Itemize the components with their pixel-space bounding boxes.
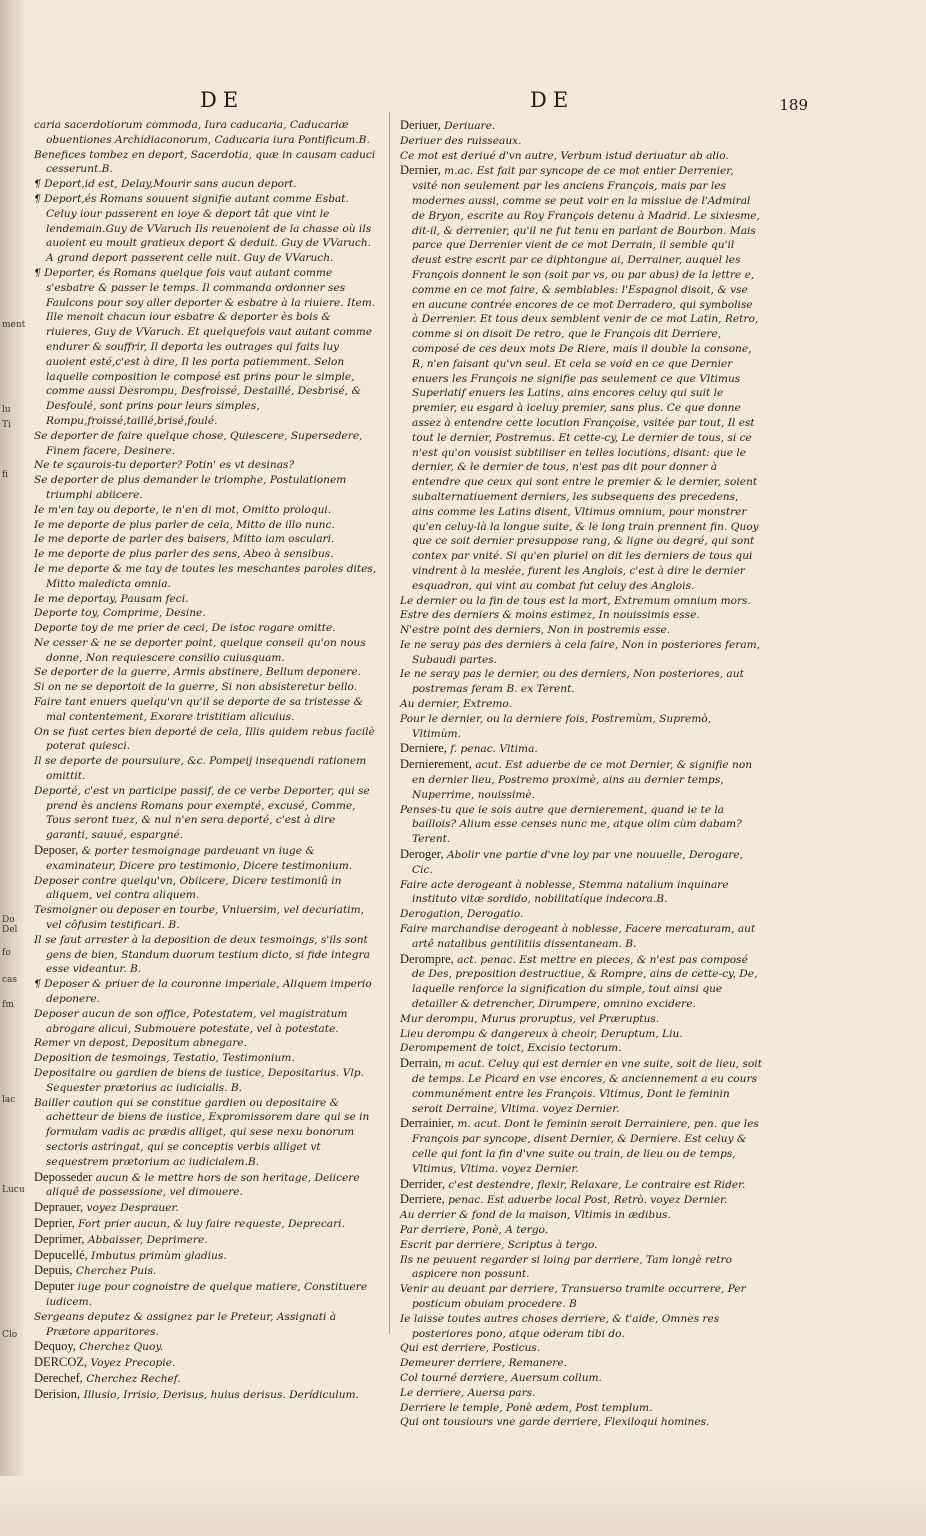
dictionary-entry bbox=[34, 177, 378, 192]
dictionary-entry bbox=[34, 1232, 378, 1248]
dictionary-entry bbox=[34, 754, 378, 784]
dictionary-entry bbox=[34, 933, 378, 977]
entry-headword: Dernierement, bbox=[400, 757, 472, 772]
entry-text: Bailler caution qui se constitue gardien ou depositaire & achetteur de biens de iustice, Expromissorem dare qui se in formulam vadis ac prædis alliget, qui sese nexu bonorum sectoris astringat, qui se conceptis verbis alliget vt sequestrem prætorium ac iudicialem.B. bbox=[34, 1096, 370, 1168]
entry-text: act. penac. Est mettre en pieces, & n'est pas composé de Des, preposition destructiue, & Rompre, ains de cette-cy, De, laquelle renforce la signification du simple, tout ainsi que detailler & detrencher, Dirumpere, omnino excidere. bbox=[412, 953, 758, 1011]
dictionary-entry bbox=[400, 1041, 762, 1056]
entry-text: Demeurer derriere, Remanere. bbox=[400, 1357, 567, 1370]
entry-text: Voyez Precopie. bbox=[90, 1357, 176, 1370]
dictionary-entry bbox=[34, 680, 378, 695]
entry-headword: Derrainier, bbox=[400, 1116, 454, 1131]
entry-text: Imbutus primùm gladius. bbox=[91, 1249, 227, 1262]
dictionary-entry bbox=[400, 1386, 762, 1401]
entry-text: Faire tant enuers quelqu'vn qu'il se deporte de sa tristesse & mal contentement, Exorare tristitiam alicuius. bbox=[34, 696, 364, 723]
dictionary-entry bbox=[34, 665, 378, 680]
entry-text: Ie m'en tay ou deporte, ie n'en di mot, Omitto proloqui. bbox=[34, 503, 332, 516]
entry-text: iuge pour cognoistre de quelque matiere, Constituere iudicem. bbox=[46, 1281, 368, 1308]
entry-text: m acut. Celuy qui est dernier en vne suite, soit de lieu, soit de temps. Le Picard en vse encores, & anciennement a eu cours communément entre les François. Vltimus, Dont le feminin seroit Derraine, Vltima. voyez Dernier. bbox=[412, 1058, 762, 1115]
entry-headword: DERCOZ, bbox=[34, 1355, 88, 1370]
margin-fragment: fo bbox=[2, 948, 11, 958]
dictionary-entry bbox=[34, 266, 378, 429]
dictionary-entry bbox=[34, 874, 378, 904]
entry-text: Lieu derompu & dangereux à cheoir, Deruptum, Liu. bbox=[400, 1027, 683, 1040]
dictionary-entry bbox=[400, 623, 762, 638]
dictionary-entry bbox=[400, 1253, 762, 1283]
entry-text: Ne te sçaurois-tu deporter? Potin' es vt desinas? bbox=[34, 459, 295, 472]
entry-text: Faire acte derogeant à noblesse, Stemma natalium inquinare instituto vitæ sordido, nobilitatíque indecora.B. bbox=[400, 878, 729, 906]
dictionary-entry bbox=[34, 1216, 378, 1232]
dictionary-entry bbox=[400, 757, 762, 802]
entry-headword: Deriuer, bbox=[400, 118, 441, 132]
entry-text: Cherchez Puis. bbox=[75, 1265, 157, 1278]
dictionary-entry bbox=[400, 594, 762, 609]
dictionary-entry bbox=[400, 1415, 762, 1430]
dictionary-entry bbox=[400, 1356, 762, 1371]
dictionary-entry bbox=[400, 149, 762, 164]
entry-text: Pour le dernier, ou la derniere fois, Postremùm, Supremò, Vltimùm. bbox=[400, 712, 712, 740]
entry-text: N'estre point des derniers, Non in postremis esse. bbox=[400, 624, 671, 637]
margin-fragment: Do bbox=[2, 915, 15, 925]
dictionary-entry bbox=[400, 952, 762, 1012]
dictionary-entry bbox=[400, 638, 762, 668]
entry-text: Il se faut arrester à la deposition de deux tesmoings, s'ils sont gens de bien, Standum duorum testium dicto, si fide integra esse videantur. B. bbox=[34, 933, 370, 976]
dictionary-entry bbox=[400, 1223, 762, 1238]
entry-text: Ie laisse toutes autres choses derriere, & t'aide, Omnes res posteriores pono, atque oderam tibi do. bbox=[400, 1312, 720, 1340]
page-number: 189 bbox=[779, 96, 808, 114]
right-column bbox=[400, 118, 762, 1430]
dictionary-entry bbox=[34, 473, 378, 503]
dictionary-entry bbox=[34, 1066, 378, 1096]
dictionary-entry bbox=[400, 1238, 762, 1253]
entry-text: acut. Est aduerbe de ce mot Dernier, & signifie non en dernier lieu, Postremo proximè, ains au dernier temps, Nuperrime, nouissimè. bbox=[412, 759, 753, 801]
page-gutter bbox=[0, 0, 26, 1536]
entry-text: ¶ Deport,id est, Delay,Mourir sans aucun deport. bbox=[34, 178, 297, 191]
entry-headword: Derriere, bbox=[400, 1192, 445, 1207]
dictionary-entry bbox=[34, 1170, 378, 1201]
running-head-left: DE bbox=[200, 88, 245, 112]
dictionary-entry bbox=[34, 695, 378, 725]
entry-text: Fort prier aucun, & luy faire requeste, Deprecari. bbox=[78, 1217, 345, 1230]
margin-fragment: fm bbox=[2, 1000, 14, 1010]
entry-text: Escrit par derriere, Scriptus à tergo. bbox=[400, 1238, 598, 1251]
dictionary-entry bbox=[34, 1096, 378, 1170]
entry-text: Penses-tu que ie sois autre que dernierement, quand ie te la baillois? Alium esse censes nunc me, atque olim cùm dabam? Terent. bbox=[400, 803, 742, 846]
entry-text: Abolir vne partie d'vne loy par vne nouuelle, Derogare, Cic. bbox=[412, 849, 743, 876]
margin-fragment: Ti bbox=[2, 420, 11, 430]
dictionary-entry bbox=[400, 1208, 762, 1223]
entry-text: m.ac. Est fait par syncope de ce mot entier Derrenier, vsité non seulement par les anciens François, mais par les modernes aussi, comme se peut voir en la missiue de l'Admiral de Bryon, escrite au Roy François detenu à Madrid. Le sixiesme, dit-il, & derrenier, qu'il ne fut tenu en parlant de Bourbon. Mais parce que Derrenier vient de ce mot Derrain, il semble qu'il deust estre escrit par ce diphtongue ai, Derrainer, auquel les François donnent le son (soit par vs, ou par abus) de la lettre e, comme en ce mot faire, & semblables: l'Espagnol disoit, & vse en aucune contrée encores de ce mot Derradero, qui symbolise à Derrenier. Et tous deux semblent venir de ce mot Latin, Retro, comme si on disoit De retro, que le François dit Derriere, composé de ces deux mots De Riere, mais il double la consone, R, n'en faisant qu'vn seul. Et cela se void en ce que Dernier enuers les François ne signifie pas seulement ce que Vltimus Superlatif enuers les Latins, ains encores celuy qui suit le premier, eu esgard à iceluy premier, sans plus. Ce que donne assez à entendre cette locution Françoise, vsitée par tout, Il est tout le dernier, Postremus. Et cette-cy, Le dernier de tous, si ce n'est qu'on vousist subtiliser en telles locutions, disant: que le dernier, & le dernier de tous, n'est pas dit pour donner à entendre que ceux qui sont entre le premier & le dernier, soient subalternatiuement derniers, les subsequens des precedens, ains comme les Latins disent, Vltimus omnium, pour monstrer qu'en celuy-là la longue suite, & le long train prennent fin. Quoy que ce soit dernier presuppose rang, & ligne ou degré, qui sont contex par vnité. Si qu'en pluriel on dit les derniers de tous qui vindrent à la meslée, furent les Anglois, c'est à dire le dernier esquadron, qui vint au combat fut celuy des Anglois. bbox=[412, 165, 760, 592]
dictionary-entry bbox=[400, 922, 762, 952]
entry-text: On se fust certes bien deporté de cela, Illis quidem rebus facilè poterat quiesci. bbox=[34, 725, 375, 753]
dictionary-entry bbox=[34, 148, 378, 178]
entry-headword: Dernier, bbox=[400, 163, 441, 178]
dictionary-entry bbox=[34, 547, 378, 562]
entry-headword: Derision, bbox=[34, 1386, 81, 1401]
entry-headword: Derompre, bbox=[400, 951, 454, 966]
entry-text: Tesmoigner ou deposer en tourbe, Vniuersim, vel decuriatim, vel côfusim testificari. B. bbox=[34, 904, 365, 932]
entry-headword: Deposseder bbox=[34, 1169, 93, 1184]
dictionary-entry bbox=[34, 532, 378, 547]
entry-text: Ie me deporte de parler des baisers, Mitto iam osculari. bbox=[34, 533, 335, 546]
margin-fragment: Clo bbox=[2, 1330, 18, 1340]
entry-text: Deporte toy de me prier de ceci, De istoc rogare omitte. bbox=[34, 622, 336, 635]
dictionary-entry bbox=[400, 803, 762, 847]
entry-headword: Deprimer, bbox=[34, 1231, 85, 1246]
dictionary-entry bbox=[34, 1371, 378, 1387]
entry-text: c'est destendre, flexir, Relaxare, Le contraire est Rider. bbox=[448, 1178, 746, 1191]
entry-headword: Deprier, bbox=[34, 1215, 75, 1230]
margin-fragment: Del bbox=[2, 925, 18, 935]
entry-text: f. penac. Vltima. bbox=[450, 743, 538, 756]
dictionary-entry bbox=[400, 163, 762, 593]
dictionary-entry bbox=[400, 1192, 762, 1208]
entry-text: Remer vn depost, Depositum abnegare. bbox=[34, 1037, 248, 1050]
entry-text: ¶ Deposer & priuer de la couronne imperiale, Aliquem imperio deponere. bbox=[34, 978, 372, 1006]
entry-text: Deporte toy, Comprime, Desine. bbox=[34, 607, 206, 620]
dictionary-entry bbox=[400, 1027, 762, 1042]
entry-headword: Deprauer, bbox=[34, 1200, 84, 1215]
entry-text: Depositaire ou gardien de biens de iustice, Depositarius. Vlp. Sequester prætorius ac iudicialis. B. bbox=[34, 1067, 364, 1094]
entry-text: Ie ne seray pas des derniers à cela faire, Non in posteriores feram, Subaudi partes. bbox=[400, 638, 761, 666]
entry-text: Derogation, Derogatio. bbox=[400, 908, 524, 921]
entry-text: caria sacerdotiorum commoda, Iura caducaria, Caducariæ obuentiones Archidiaconorum, Caducaria iura Pontificum.B. bbox=[34, 119, 370, 146]
dictionary-entry bbox=[34, 725, 378, 755]
entry-text: aucun & le mettre hors de son heritage, Deiicere aliquê de possessione, vel dimouere. bbox=[46, 1171, 360, 1199]
entry-text: ¶ Deporter, és Romans quelque fois vaut autant comme s'esbatre & passer le temps. Il commanda ordonner ses Faulcons pour soy aller deporter & esbatre à la riuiere. Item. Ille menoit chacun iour esbatre & deporter ès bois & riuieres, Guy de VVaruch. Et quelquefois vaut autant comme endurer & souffrir, Il deporta les outrages qui faits luy auoient esté,c'est à dire, Il les porta patiemment. Selon laquelle composition le composé est prins pour le simple, comme aussi Desrompu, Desfroissé, Destaillé, Desbrisé, & Desfoulé, sont prins pour leurs simples, Rompu,froissé,taillé,brisé,foulé. bbox=[34, 266, 376, 427]
dictionary-entry bbox=[34, 977, 378, 1007]
entry-text: Se deporter de la guerre, Armis abstinere, Bellum deponere. bbox=[34, 666, 361, 679]
dictionary-entry bbox=[400, 1312, 762, 1342]
entry-headword: Deputer bbox=[34, 1279, 75, 1294]
entry-text: Deposer contre quelqu'vn, Obiicere, Dicere testimoniû in aliquem, vel contra aliquem. bbox=[34, 874, 342, 902]
margin-fragment: cas bbox=[2, 975, 18, 985]
entry-text: Col tourné derriere, Auersum collum. bbox=[400, 1371, 602, 1384]
dictionary-entry bbox=[400, 847, 762, 878]
entry-text: Ne cesser & ne se deporter point, quelque conseil qu'on nous donne, Non requiescere consilio cuiusquam. bbox=[34, 636, 366, 664]
entry-text: voyez Desprauer. bbox=[86, 1202, 179, 1215]
entry-text: Il se deporte de poursuiure, &c. Pompeij insequendi rationem omittit. bbox=[34, 755, 367, 783]
running-head-right: DE bbox=[530, 88, 575, 112]
entry-text: penac. Est aduerbe local Post, Retrò. voyez Dernier. bbox=[448, 1194, 728, 1207]
page-bottom-margin bbox=[0, 1476, 926, 1536]
entry-text: Ils ne peuuent regarder si loing par derriere, Tam longè retro aspicere non possunt. bbox=[400, 1253, 732, 1281]
entry-text: Deriuer des ruisseaux. bbox=[400, 134, 522, 147]
dictionary-entry bbox=[400, 1341, 762, 1356]
entry-text: Cherchez Quoy. bbox=[79, 1341, 164, 1354]
dictionary-entry bbox=[34, 592, 378, 607]
dictionary-entry bbox=[400, 1116, 762, 1176]
dictionary-entry bbox=[34, 1200, 378, 1216]
entry-text: Ie ne seray pas le dernier, ou des derniers, Non posteriores, aut postremas feram B. ex Terent. bbox=[400, 668, 744, 696]
margin-fragment: Lucu bbox=[2, 1185, 25, 1195]
entry-text: Ie me deporte & me tay de toutes les meschantes paroles dites, Mitto maledicta omnia. bbox=[34, 562, 377, 590]
dictionary-entry bbox=[400, 1371, 762, 1386]
dictionary-entry bbox=[400, 608, 762, 623]
dictionary-entry bbox=[34, 1355, 378, 1371]
entry-text: Estre des derniers & moins estimez, In nouissimis esse. bbox=[400, 609, 700, 622]
entry-text: Illusio, Irrisio, Derisus, huius derisus. Derídiculum. bbox=[83, 1388, 359, 1401]
margin-fragment: lu bbox=[2, 405, 11, 415]
dictionary-entry bbox=[34, 784, 378, 843]
dictionary-entry bbox=[34, 621, 378, 636]
entry-headword: Deroger, bbox=[400, 847, 444, 862]
entry-text: Deposition de tesmoings, Testatio, Testimonium. bbox=[34, 1052, 295, 1065]
dictionary-entry bbox=[34, 606, 378, 621]
dictionary-entry bbox=[34, 903, 378, 933]
dictionary-entry bbox=[34, 1007, 378, 1037]
margin-fragment: fi bbox=[2, 470, 9, 480]
entry-text: Benefices tombez en deport, Sacerdotia, quæ in causam caduci cesserunt.B. bbox=[34, 148, 376, 176]
entry-text: m. acut. Dont le feminin seroit Derrainiere, pen. que les François par syncope, disent Dernier, & Derniere. Est celuy & celle qui font la fin d'vne suite ou train, de lieu ou de temps, Vltimus, Vltima. voyez Dernier. bbox=[412, 1118, 759, 1175]
dictionary-entry bbox=[34, 1310, 378, 1340]
dictionary-entry bbox=[34, 843, 378, 874]
entry-text: Qui ont tousiours vne garde derriere, Flexiloqui homines. bbox=[400, 1416, 710, 1429]
entry-headword: Derniere, bbox=[400, 741, 447, 756]
dictionary-entry bbox=[400, 667, 762, 697]
entry-headword: Depucellé, bbox=[34, 1247, 88, 1262]
entry-headword: Deposer, bbox=[34, 843, 79, 858]
entry-headword: Derechef, bbox=[34, 1370, 83, 1385]
entry-text: Sergeans deputez & assignez par le Preteur, Assignati à Prætore apparitores. bbox=[34, 1310, 337, 1338]
entry-text: Cherchez Rechef. bbox=[86, 1372, 181, 1385]
entry-text: Le derriere, Auersa pars. bbox=[400, 1386, 536, 1399]
entry-text: Faire marchandise derogeant à noblesse, Facere mercaturam, aut artê natalibus gentilitiis dissentaneam. B. bbox=[400, 923, 756, 950]
entry-text: Venir au deuant par derriere, Transuerso tramite occurrere, Per posticum obuiam procedere. B bbox=[400, 1283, 746, 1310]
dictionary-entry bbox=[34, 518, 378, 533]
entry-text: Se deporter de plus demander le triomphe, Postulationem triumphi abiicere. bbox=[34, 474, 347, 501]
entry-headword: Depuis, bbox=[34, 1263, 73, 1278]
dictionary-entry bbox=[34, 1036, 378, 1051]
dictionary-entry bbox=[34, 1051, 378, 1066]
entry-headword: Derrain, bbox=[400, 1056, 442, 1071]
entry-text: Mur derompu, Murus proruptus, vel Præruptus. bbox=[400, 1012, 660, 1025]
dictionary-entry bbox=[34, 429, 378, 459]
entry-text: Abbaisser, Deprimere. bbox=[87, 1233, 208, 1246]
entry-text: Par derriere, Ponè, A tergo. bbox=[400, 1223, 549, 1236]
margin-fragment: ment bbox=[2, 320, 26, 330]
entry-text: Derriere le temple, Ponè ædem, Post templum. bbox=[400, 1401, 653, 1414]
dictionary-entry bbox=[34, 1248, 378, 1264]
dictionary-entry bbox=[400, 1177, 762, 1193]
entry-text: Ie me deportay, Pausam feci. bbox=[34, 592, 189, 605]
dictionary-entry bbox=[400, 878, 762, 908]
dictionary-entry bbox=[400, 1056, 762, 1116]
dictionary-entry bbox=[400, 134, 762, 149]
dictionary-entry bbox=[34, 1387, 378, 1403]
entry-text: Au derrier & fond de la maison, Vltimis in ædibus. bbox=[400, 1209, 671, 1222]
dictionary-entry bbox=[34, 458, 378, 473]
dictionary-entry bbox=[400, 1282, 762, 1312]
entry-text: Ie me deporte de plus parler de cela, Mitto de illo nunc. bbox=[34, 518, 335, 531]
entry-text: Derompement de toict, Excisio tectorum. bbox=[400, 1042, 622, 1055]
entry-text: Si on ne se deportoit de la guerre, Si non absisteretur bello. bbox=[34, 681, 358, 694]
entry-text: Deposer aucun de son office, Potestatem, vel magistratum abrogare alicui, Submouere potestate, vel à potestate. bbox=[34, 1007, 348, 1035]
entry-text: ¶ Deport,és Romans souuent signifie autant comme Esbat. Celuy iour passerent en ioye & deport tât que vint le lendemain.Guy de VVaruch Ils reuenoient de la chasse où ils auoient eu moult gratieux deport & deduit. Guy de VVaruch. A grand deport passerent celle nuit. Guy de VVaruch. bbox=[34, 192, 372, 265]
entry-text: Deporté, c'est vn participe passif, de ce verbe Deporter, qui se prend ès anciens Romans pour exempté, excusé, Comme, Tous seront tuez, & nul n'en sera deporté, c'est à dire garanti, sauué, espargné. bbox=[34, 784, 370, 842]
entry-text: Ie me deporte de plus parler des sens, Abeo à sensibus. bbox=[34, 548, 334, 561]
dictionary-entry bbox=[400, 712, 762, 742]
entry-text: Le dernier ou la fin de tous est la mort, Extremum omnium mors. bbox=[400, 594, 751, 607]
dictionary-entry bbox=[34, 562, 378, 592]
entry-headword: Dequoy, bbox=[34, 1339, 76, 1354]
dictionary-entry bbox=[34, 1263, 378, 1279]
dictionary-entry bbox=[34, 192, 378, 266]
dictionary-entry bbox=[34, 118, 378, 148]
dictionary-entry bbox=[34, 1279, 378, 1310]
entry-text: Qui est derriere, Posticus. bbox=[400, 1342, 541, 1355]
dictionary-entry bbox=[400, 118, 762, 134]
left-column bbox=[34, 118, 378, 1403]
dictionary-entry bbox=[400, 1401, 762, 1416]
entry-text: Au dernier, Extremo. bbox=[400, 698, 512, 711]
entry-text: Se deporter de faire quelque chose, Quiescere, Supersedere, Finem facere, Desinere. bbox=[34, 429, 363, 457]
margin-fragment: lac bbox=[2, 1095, 16, 1105]
dictionary-entry bbox=[400, 1012, 762, 1027]
dictionary-entry bbox=[400, 907, 762, 922]
dictionary-entry bbox=[400, 741, 762, 757]
dictionary-entry bbox=[34, 503, 378, 518]
entry-text: Ce mot est deriué d'vn autre, Verbum istud deriuatur ab alio. bbox=[400, 149, 729, 162]
dictionary-entry bbox=[400, 697, 762, 712]
entry-text: Deriuare. bbox=[444, 120, 496, 132]
dictionary-entry bbox=[34, 636, 378, 666]
column-rule bbox=[389, 112, 390, 1334]
entry-text: & porter tesmoignage pardeuant vn iuge & examinateur, Dicere pro testimonio, Dicere testimonium. bbox=[46, 845, 353, 872]
entry-headword: Derrider, bbox=[400, 1176, 445, 1191]
dictionary-entry bbox=[34, 1339, 378, 1355]
